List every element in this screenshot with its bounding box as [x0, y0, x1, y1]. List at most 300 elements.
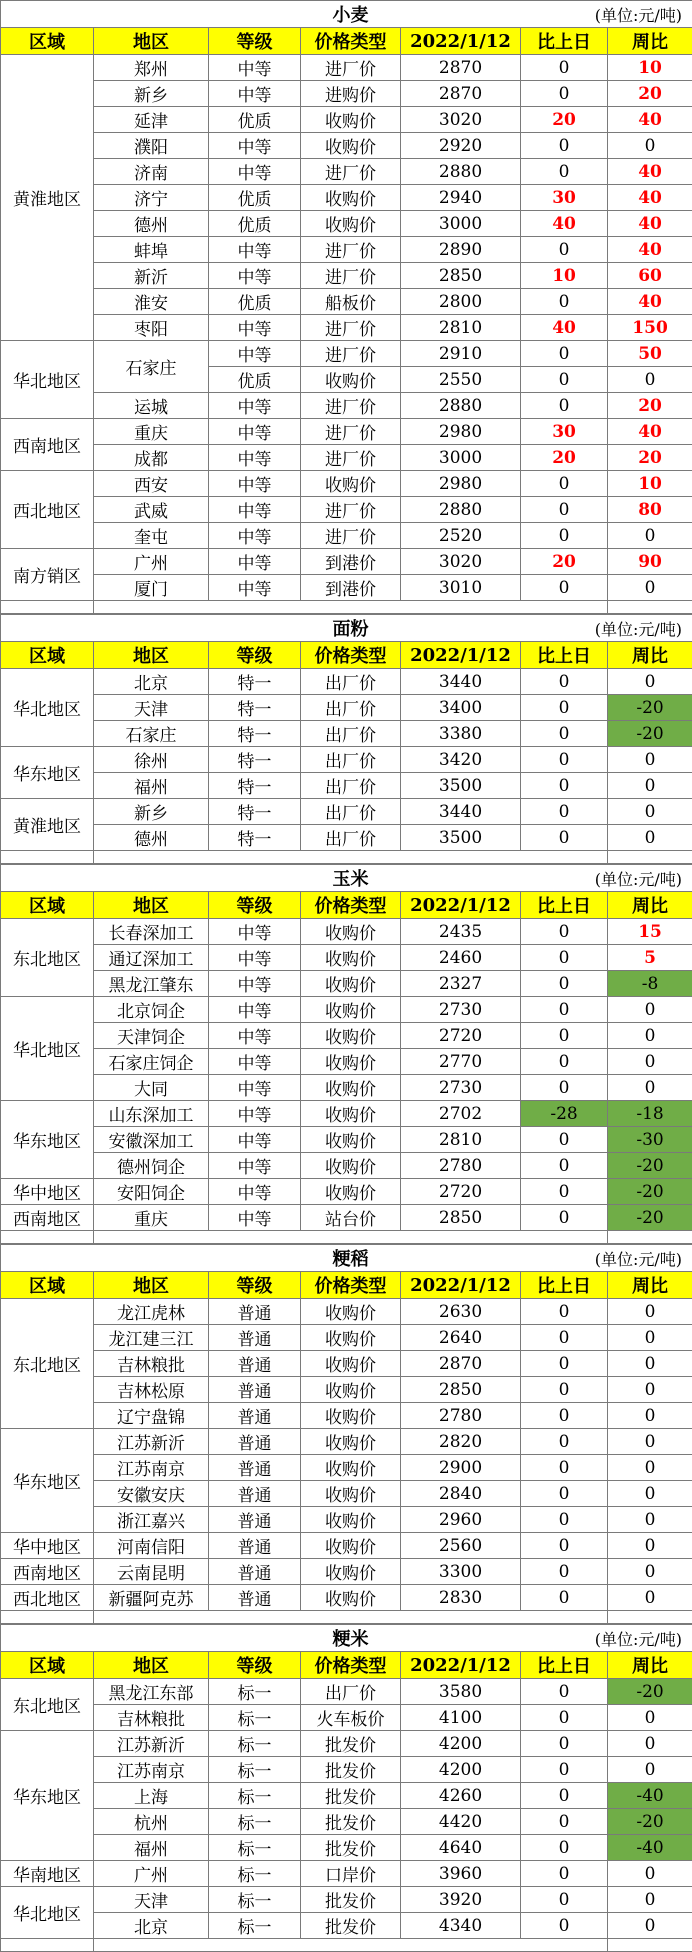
table-row	[1, 445, 692, 471]
week-change-cell: 0	[608, 747, 692, 773]
table-row	[1, 1585, 692, 1611]
price-type-cell: 进厂价	[301, 393, 401, 419]
region-cell: 东北地区	[1, 919, 94, 997]
table-row	[1, 1705, 692, 1731]
week-change-cell: 0	[608, 1325, 692, 1351]
table-row	[1, 133, 692, 159]
spacer-cell	[401, 1231, 521, 1244]
region-cell: 华北地区	[1, 341, 94, 419]
price-cell: 2870	[401, 81, 521, 107]
day-change-cell: 0	[521, 799, 608, 825]
day-change-cell: 0	[521, 1679, 608, 1705]
day-change-cell: 0	[521, 575, 608, 601]
city-cell: 广州	[94, 1861, 209, 1887]
day-change-cell: 0	[521, 1809, 608, 1835]
week-change-cell: 0	[608, 799, 692, 825]
city-cell: 新乡	[94, 799, 209, 825]
table-row	[1, 1783, 692, 1809]
column-header: 价格类型	[301, 1272, 401, 1299]
table-row	[1, 1049, 692, 1075]
day-change-cell: 0	[521, 367, 608, 393]
header-row	[1, 28, 692, 55]
column-header: 价格类型	[301, 1652, 401, 1679]
price-cell: 2850	[401, 263, 521, 289]
city-cell: 石家庄	[94, 721, 209, 747]
price-type-cell: 收购价	[301, 945, 401, 971]
price-cell: 2870	[401, 55, 521, 81]
day-change-cell: 0	[521, 55, 608, 81]
city-cell: 吉林粮批	[94, 1351, 209, 1377]
day-change-cell: 0	[521, 1835, 608, 1861]
price-cell: 2830	[401, 1585, 521, 1611]
price-cell: 3400	[401, 695, 521, 721]
week-change-cell: 0	[608, 1429, 692, 1455]
grade-cell: 标一	[209, 1783, 301, 1809]
week-change-cell: 0	[608, 133, 692, 159]
day-change-cell: 0	[521, 945, 608, 971]
region-cell: 东北地区	[1, 1299, 94, 1429]
day-change-cell: 0	[521, 1023, 608, 1049]
price-type-cell: 收购价	[301, 1023, 401, 1049]
grade-cell: 标一	[209, 1731, 301, 1757]
city-cell: 黑龙江东部	[94, 1679, 209, 1705]
day-change-cell: 0	[521, 1731, 608, 1757]
region-cell: 黄淮地区	[1, 799, 94, 851]
price-type-cell: 批发价	[301, 1809, 401, 1835]
column-header: 周比	[608, 1272, 692, 1299]
table-row	[1, 1153, 692, 1179]
price-cell: 2435	[401, 919, 521, 945]
price-cell: 2560	[401, 1533, 521, 1559]
blank-cell	[1, 865, 301, 892]
price-type-cell: 口岸价	[301, 1861, 401, 1887]
spacer-cell	[94, 1231, 209, 1244]
table-row	[1, 1809, 692, 1835]
day-change-cell: 0	[521, 721, 608, 747]
price-type-cell: 收购价	[301, 133, 401, 159]
grade-cell: 普通	[209, 1403, 301, 1429]
region-cell: 南方销区	[1, 549, 94, 601]
city-cell: 成都	[94, 445, 209, 471]
week-change-cell: 40	[608, 211, 692, 237]
spacer-cell	[209, 601, 301, 614]
city-cell: 北京	[94, 669, 209, 695]
city-cell: 江苏南京	[94, 1455, 209, 1481]
grade-cell: 优质	[209, 185, 301, 211]
spacer-cell	[608, 1231, 692, 1244]
day-change-cell: 0	[521, 1075, 608, 1101]
spacer-cell	[301, 1939, 401, 1952]
week-change-cell: 40	[608, 159, 692, 185]
price-type-cell: 进厂价	[301, 237, 401, 263]
grade-cell: 普通	[209, 1429, 301, 1455]
price-type-cell: 批发价	[301, 1731, 401, 1757]
day-change-cell: 0	[521, 1455, 608, 1481]
price-cell: 2730	[401, 997, 521, 1023]
week-change-cell: 20	[608, 81, 692, 107]
spacer-cell	[209, 851, 301, 864]
column-header: 等级	[209, 28, 301, 55]
grade-cell: 中等	[209, 471, 301, 497]
day-change-cell: 0	[521, 1153, 608, 1179]
grade-cell: 中等	[209, 945, 301, 971]
week-change-cell: 0	[608, 1351, 692, 1377]
week-change-cell: 40	[608, 289, 692, 315]
header-row	[1, 1652, 692, 1679]
day-change-cell: 0	[521, 919, 608, 945]
price-cell: 2910	[401, 341, 521, 367]
day-change-cell: 30	[521, 185, 608, 211]
grade-cell: 中等	[209, 55, 301, 81]
price-table	[0, 1624, 692, 1952]
region-cell: 华北地区	[1, 997, 94, 1101]
price-type-cell: 批发价	[301, 1887, 401, 1913]
grade-cell: 普通	[209, 1455, 301, 1481]
price-table	[0, 1244, 692, 1624]
column-header: 等级	[209, 1272, 301, 1299]
region-cell: 华北地区	[1, 1887, 94, 1939]
price-type-cell: 收购价	[301, 971, 401, 997]
price-cell: 2640	[401, 1325, 521, 1351]
column-header: 地区	[94, 1652, 209, 1679]
unit-label: (单位:元/吨)	[401, 1245, 692, 1272]
table-row	[1, 393, 692, 419]
price-cell: 2890	[401, 237, 521, 263]
section-title-row	[1, 865, 692, 892]
price-cell: 4340	[401, 1913, 521, 1939]
table-row	[1, 1861, 692, 1887]
price-type-cell: 收购价	[301, 1455, 401, 1481]
table-row	[1, 1377, 692, 1403]
grade-cell: 中等	[209, 575, 301, 601]
city-cell: 运城	[94, 393, 209, 419]
day-change-cell: -28	[521, 1101, 608, 1127]
price-type-cell: 收购价	[301, 1049, 401, 1075]
grade-cell: 中等	[209, 1049, 301, 1075]
price-type-cell: 收购价	[301, 367, 401, 393]
section-title-row	[1, 615, 692, 642]
price-cell: 2940	[401, 185, 521, 211]
column-header: 价格类型	[301, 892, 401, 919]
city-cell: 厦门	[94, 575, 209, 601]
table-row	[1, 1075, 692, 1101]
city-cell: 上海	[94, 1783, 209, 1809]
city-cell: 德州饲企	[94, 1153, 209, 1179]
table-row	[1, 315, 692, 341]
week-change-cell: -20	[608, 1809, 692, 1835]
price-cell: 2327	[401, 971, 521, 997]
spacer-cell	[301, 1231, 401, 1244]
price-type-cell: 收购价	[301, 997, 401, 1023]
price-type-cell: 出厂价	[301, 773, 401, 799]
price-type-cell: 收购价	[301, 1325, 401, 1351]
price-type-cell: 收购价	[301, 919, 401, 945]
table-row	[1, 289, 692, 315]
week-change-cell: 0	[608, 1887, 692, 1913]
city-cell: 濮阳	[94, 133, 209, 159]
week-change-cell: 20	[608, 445, 692, 471]
day-change-cell: 30	[521, 419, 608, 445]
city-cell: 武威	[94, 497, 209, 523]
grade-cell: 中等	[209, 419, 301, 445]
section-title: 玉米	[301, 865, 401, 892]
price-type-cell: 收购价	[301, 1559, 401, 1585]
spacer-cell	[401, 1939, 521, 1952]
table-row	[1, 263, 692, 289]
spacer-cell	[401, 601, 521, 614]
grade-cell: 特一	[209, 773, 301, 799]
week-change-cell: 10	[608, 55, 692, 81]
column-header: 比上日	[521, 1272, 608, 1299]
column-header: 区域	[1, 1272, 94, 1299]
price-cell: 2770	[401, 1049, 521, 1075]
price-type-cell: 出厂价	[301, 747, 401, 773]
city-cell: 安阳饲企	[94, 1179, 209, 1205]
grade-cell: 特一	[209, 825, 301, 851]
price-type-cell: 进购价	[301, 81, 401, 107]
grade-cell: 中等	[209, 1075, 301, 1101]
city-cell: 重庆	[94, 419, 209, 445]
region-cell: 西南地区	[1, 419, 94, 471]
price-cell: 2880	[401, 393, 521, 419]
price-cell: 2870	[401, 1351, 521, 1377]
grade-cell: 标一	[209, 1679, 301, 1705]
price-type-cell: 批发价	[301, 1913, 401, 1939]
section-title-row	[1, 1245, 692, 1272]
week-change-cell: 0	[608, 669, 692, 695]
spacer-row	[1, 601, 692, 614]
column-header: 周比	[608, 1652, 692, 1679]
price-cell: 2880	[401, 159, 521, 185]
table-row	[1, 919, 692, 945]
price-table	[0, 0, 692, 614]
price-type-cell: 收购价	[301, 1585, 401, 1611]
grade-cell: 中等	[209, 263, 301, 289]
column-header: 等级	[209, 642, 301, 669]
region-cell: 华东地区	[1, 1731, 94, 1861]
unit-label: (单位:元/吨)	[401, 865, 692, 892]
city-cell: 龙江虎林	[94, 1299, 209, 1325]
day-change-cell: 0	[521, 471, 608, 497]
blank-cell	[1, 1, 301, 28]
price-type-cell: 收购价	[301, 1481, 401, 1507]
price-type-cell: 收购价	[301, 1153, 401, 1179]
table-row	[1, 1205, 692, 1231]
price-type-cell: 出厂价	[301, 695, 401, 721]
spacer-row	[1, 1939, 692, 1952]
day-change-cell: 0	[521, 133, 608, 159]
price-type-cell: 出厂价	[301, 721, 401, 747]
table-row	[1, 1429, 692, 1455]
table-row	[1, 419, 692, 445]
grade-cell: 普通	[209, 1377, 301, 1403]
spacer-cell	[1, 851, 94, 864]
grade-cell: 标一	[209, 1705, 301, 1731]
spacer-cell	[608, 1611, 692, 1624]
price-type-cell: 进厂价	[301, 419, 401, 445]
column-header: 地区	[94, 642, 209, 669]
price-cell: 3020	[401, 549, 521, 575]
price-type-cell: 收购价	[301, 1075, 401, 1101]
price-type-cell: 进厂价	[301, 55, 401, 81]
week-change-cell: -8	[608, 971, 692, 997]
region-cell: 华中地区	[1, 1533, 94, 1559]
price-cell: 2630	[401, 1299, 521, 1325]
grade-cell: 优质	[209, 211, 301, 237]
grade-cell: 特一	[209, 747, 301, 773]
price-cell: 2730	[401, 1075, 521, 1101]
day-change-cell: 0	[521, 1429, 608, 1455]
city-cell: 德州	[94, 825, 209, 851]
blank-cell	[1, 1625, 301, 1652]
price-type-cell: 批发价	[301, 1783, 401, 1809]
price-type-cell: 收购价	[301, 211, 401, 237]
spacer-cell	[94, 1611, 209, 1624]
week-change-cell: 0	[608, 1023, 692, 1049]
price-cell: 3020	[401, 107, 521, 133]
region-cell: 华东地区	[1, 747, 94, 799]
table-row	[1, 1913, 692, 1939]
day-change-cell: 0	[521, 1533, 608, 1559]
price-type-cell: 收购价	[301, 1507, 401, 1533]
price-cell: 3920	[401, 1887, 521, 1913]
table-row	[1, 1179, 692, 1205]
grade-cell: 中等	[209, 237, 301, 263]
grade-cell: 普通	[209, 1533, 301, 1559]
column-header: 地区	[94, 892, 209, 919]
column-header: 价格类型	[301, 642, 401, 669]
city-cell: 浙江嘉兴	[94, 1507, 209, 1533]
week-change-cell: 0	[608, 1559, 692, 1585]
grade-cell: 标一	[209, 1809, 301, 1835]
column-header: 周比	[608, 28, 692, 55]
day-change-cell: 0	[521, 1887, 608, 1913]
city-cell: 枣阳	[94, 315, 209, 341]
price-cell: 4420	[401, 1809, 521, 1835]
grade-cell: 中等	[209, 159, 301, 185]
price-cell: 4260	[401, 1783, 521, 1809]
day-change-cell: 20	[521, 107, 608, 133]
grade-cell: 中等	[209, 1127, 301, 1153]
day-change-cell: 0	[521, 1403, 608, 1429]
price-type-cell: 出厂价	[301, 1679, 401, 1705]
grade-cell: 普通	[209, 1585, 301, 1611]
spacer-cell	[401, 851, 521, 864]
grade-cell: 普通	[209, 1351, 301, 1377]
column-header: 2022/1/12	[401, 28, 521, 55]
grade-cell: 中等	[209, 523, 301, 549]
price-cell: 4100	[401, 1705, 521, 1731]
city-cell: 杭州	[94, 1809, 209, 1835]
week-change-cell: 80	[608, 497, 692, 523]
city-cell: 石家庄饲企	[94, 1049, 209, 1075]
city-cell: 天津	[94, 1887, 209, 1913]
day-change-cell: 0	[521, 695, 608, 721]
column-header: 比上日	[521, 642, 608, 669]
column-header: 等级	[209, 892, 301, 919]
price-type-cell: 收购价	[301, 1101, 401, 1127]
spacer-cell	[301, 851, 401, 864]
price-cell: 3500	[401, 773, 521, 799]
week-change-cell: 0	[608, 1075, 692, 1101]
city-cell: 江苏南京	[94, 1757, 209, 1783]
spacer-cell	[521, 851, 608, 864]
grade-cell: 标一	[209, 1757, 301, 1783]
grade-cell: 中等	[209, 133, 301, 159]
city-cell: 济南	[94, 159, 209, 185]
price-cell: 4200	[401, 1757, 521, 1783]
city-cell: 石家庄	[94, 341, 209, 393]
price-cell: 3580	[401, 1679, 521, 1705]
unit-label: (单位:元/吨)	[401, 1, 692, 28]
city-cell: 福州	[94, 1835, 209, 1861]
spacer-cell	[608, 1939, 692, 1952]
table-row	[1, 1507, 692, 1533]
price-cell: 2810	[401, 1127, 521, 1153]
week-change-cell: 0	[608, 1377, 692, 1403]
grade-cell: 中等	[209, 393, 301, 419]
price-cell: 3000	[401, 211, 521, 237]
day-change-cell: 0	[521, 1325, 608, 1351]
grade-cell: 普通	[209, 1481, 301, 1507]
day-change-cell: 0	[521, 1559, 608, 1585]
price-cell: 3010	[401, 575, 521, 601]
spacer-cell	[301, 601, 401, 614]
week-change-cell: 0	[608, 1455, 692, 1481]
table-row	[1, 1351, 692, 1377]
city-cell: 江苏新沂	[94, 1429, 209, 1455]
table-row	[1, 81, 692, 107]
day-change-cell: 0	[521, 669, 608, 695]
unit-label: (单位:元/吨)	[401, 615, 692, 642]
table-row	[1, 211, 692, 237]
table-row	[1, 1481, 692, 1507]
price-type-cell: 收购价	[301, 1429, 401, 1455]
city-cell: 蚌埠	[94, 237, 209, 263]
region-cell: 华东地区	[1, 1429, 94, 1533]
grade-cell: 中等	[209, 1101, 301, 1127]
week-change-cell: 40	[608, 185, 692, 211]
section-title: 面粉	[301, 615, 401, 642]
price-cell: 2980	[401, 471, 521, 497]
price-type-cell: 收购价	[301, 1533, 401, 1559]
city-cell: 河南信阳	[94, 1533, 209, 1559]
table-row	[1, 1403, 692, 1429]
spacer-cell	[1, 1231, 94, 1244]
section-title-row	[1, 1, 692, 28]
city-cell: 新疆阿克苏	[94, 1585, 209, 1611]
column-header: 2022/1/12	[401, 1652, 521, 1679]
price-cell: 2820	[401, 1429, 521, 1455]
grade-cell: 中等	[209, 997, 301, 1023]
table-row	[1, 1533, 692, 1559]
city-cell: 新沂	[94, 263, 209, 289]
week-change-cell: 0	[608, 523, 692, 549]
day-change-cell: 40	[521, 315, 608, 341]
grade-cell: 中等	[209, 1179, 301, 1205]
week-change-cell: 5	[608, 945, 692, 971]
price-type-cell: 船板价	[301, 289, 401, 315]
week-change-cell: 0	[608, 1757, 692, 1783]
city-cell: 福州	[94, 773, 209, 799]
grade-cell: 标一	[209, 1835, 301, 1861]
blank-cell	[1, 1245, 301, 1272]
spacer-cell	[521, 1231, 608, 1244]
table-row	[1, 1101, 692, 1127]
city-cell: 重庆	[94, 1205, 209, 1231]
table-row	[1, 55, 692, 81]
price-table	[0, 614, 692, 864]
